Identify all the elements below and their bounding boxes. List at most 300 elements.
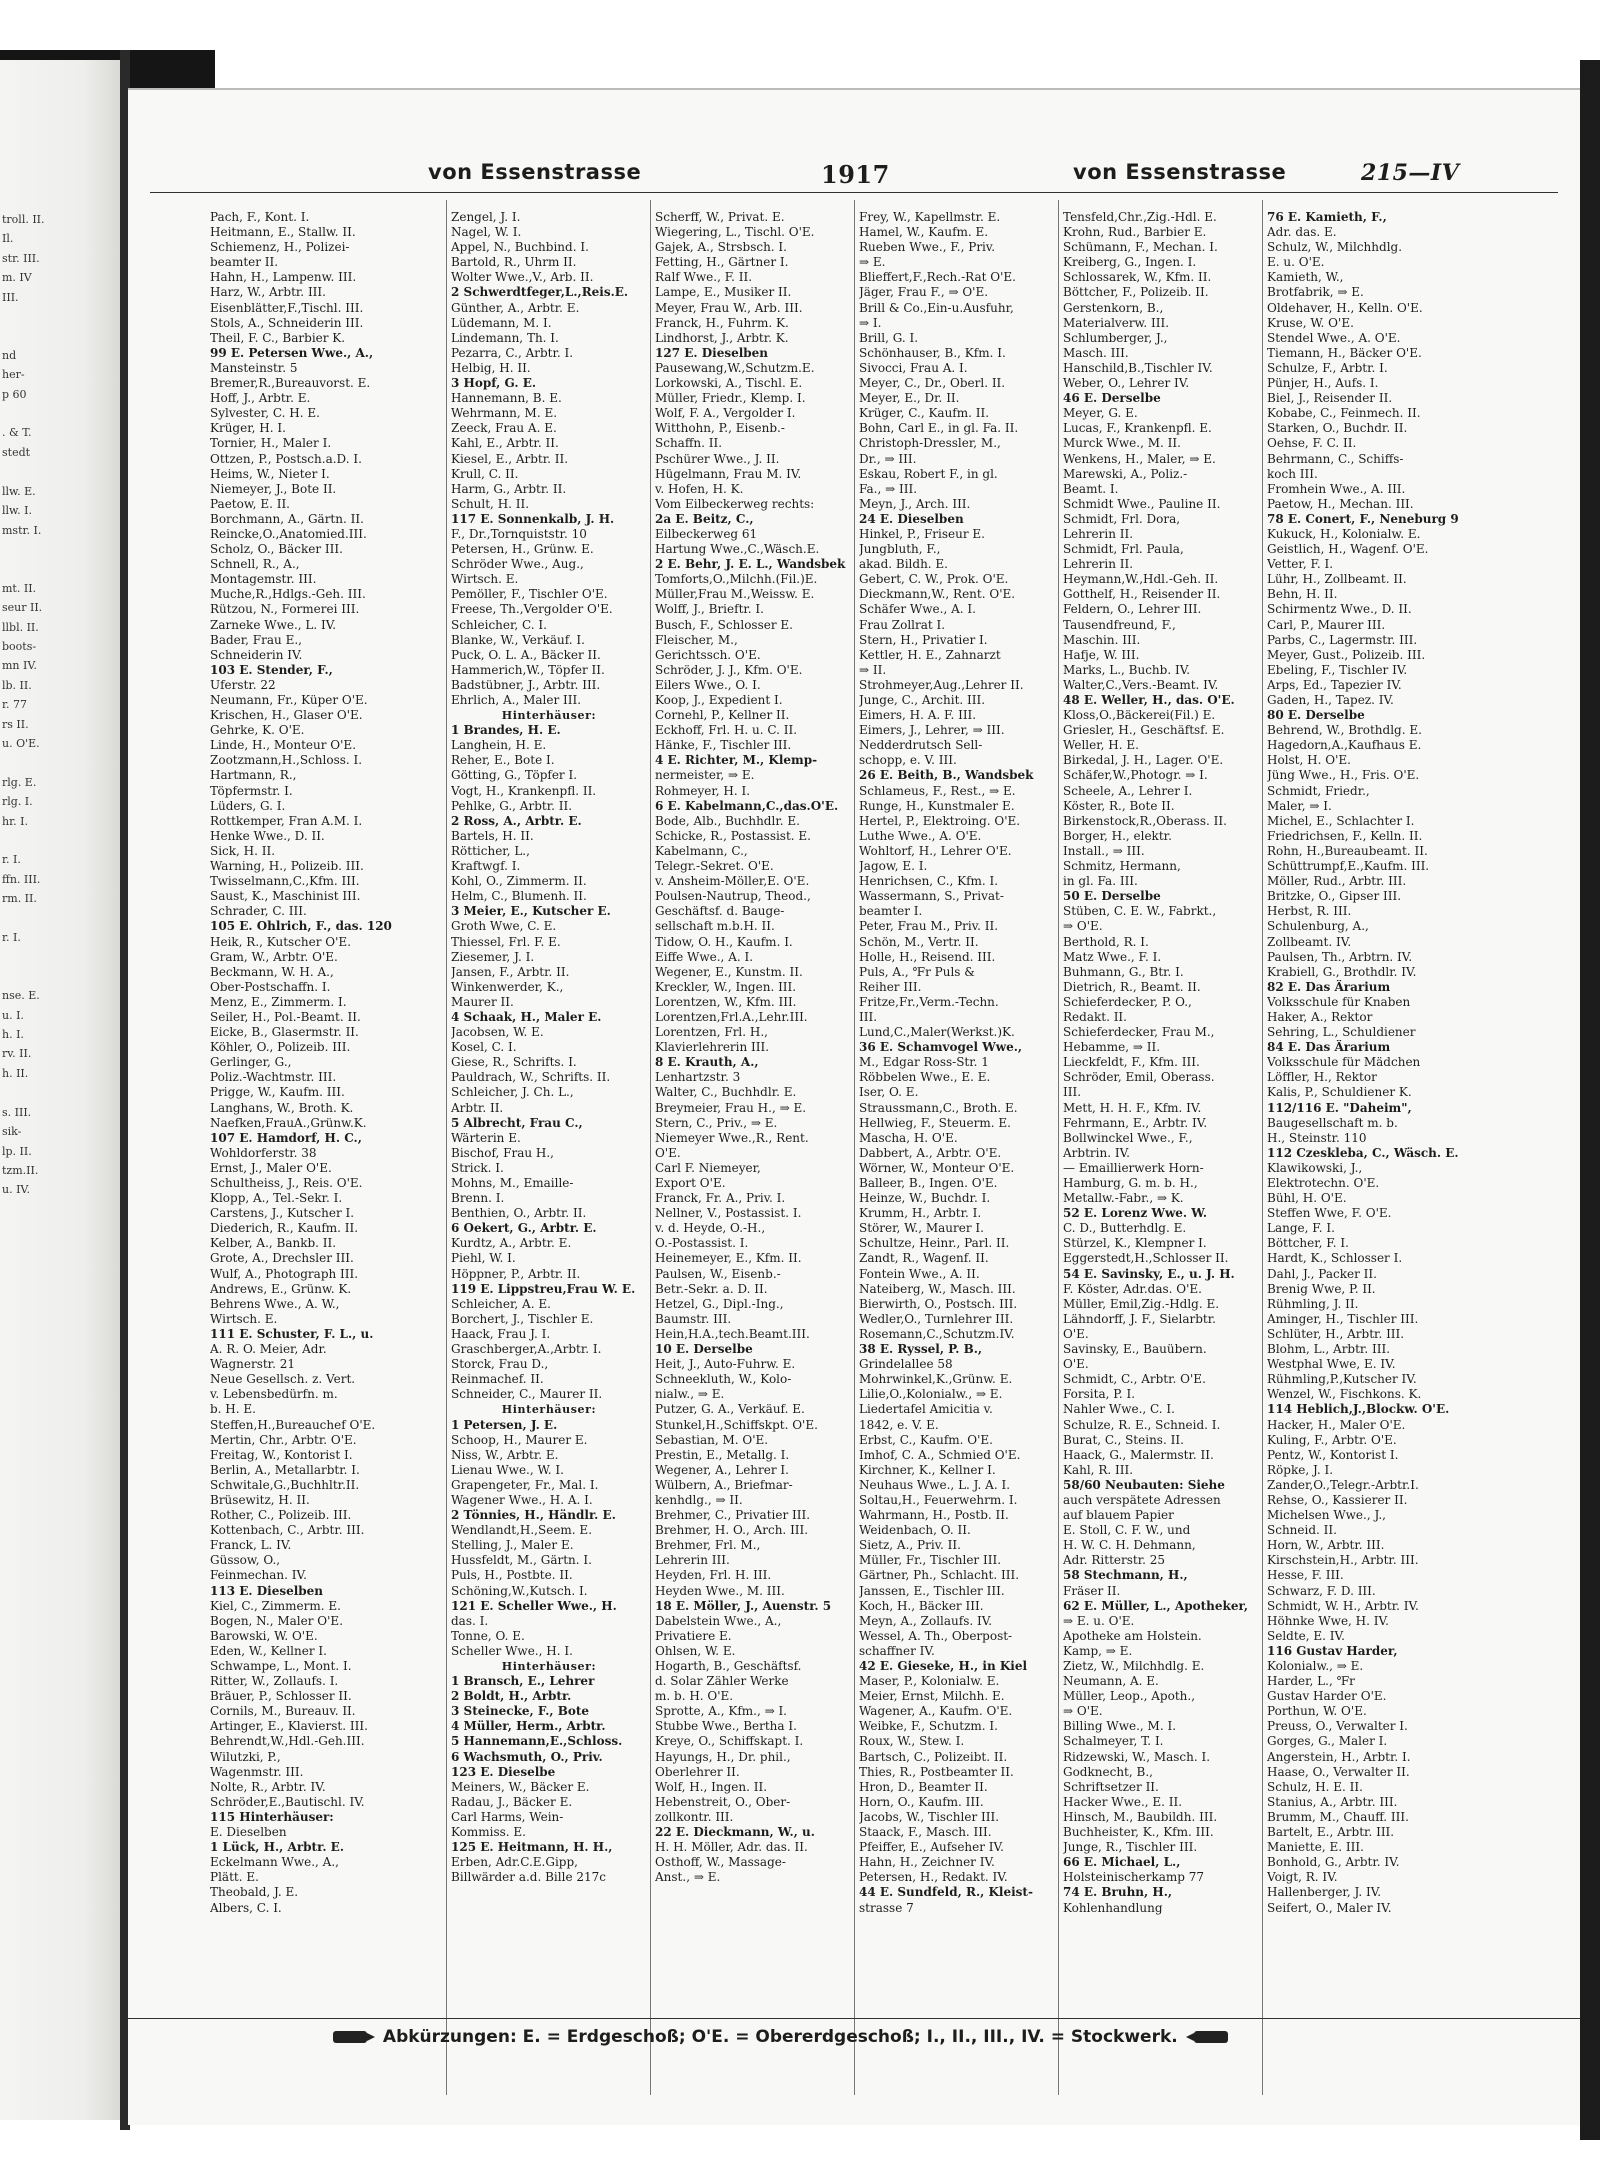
directory-entry: Freitag, W., Kontorist I. xyxy=(210,1447,353,1462)
directory-entry: 58/60 Neubauten: Siehe xyxy=(1063,1477,1225,1492)
directory-entry: Ehrlich, A., Maler III. xyxy=(451,693,582,707)
directory-entry: Burat, C., Steins. II. xyxy=(1063,1432,1184,1447)
directory-entry: Schultheiss, J., Reis. O'E. xyxy=(210,1176,363,1190)
directory-entry: Borchert, J., Tischler E. xyxy=(451,1311,594,1326)
directory-entry: Hannemann, B. E. xyxy=(451,391,562,406)
directory-entry: Schicke, R., Postassist. E. xyxy=(655,828,811,843)
directory-entry: Bogen, N., Maler O'E. xyxy=(210,1613,344,1628)
directory-entry: Fromhein Wwe., A. III. xyxy=(1267,481,1406,496)
directory-entry: Röbbelen Wwe., E. E. xyxy=(859,1070,991,1085)
directory-entry: Grindelallee 58 xyxy=(859,1357,953,1372)
directory-entry: Rühmling,P.,Kutscher IV. xyxy=(1267,1372,1417,1387)
directory-entry: Langhans, W., Broth. K. xyxy=(210,1100,354,1115)
directory-entry: Heik, R., Kutscher O'E. xyxy=(210,934,352,949)
directory-entry: Paetow, E. II. xyxy=(210,496,290,511)
directory-entry: 2 Tönnies, H., Händlr. E. xyxy=(451,1508,616,1523)
directory-entry: 107 E. Hamdorf, H. C., xyxy=(210,1130,362,1145)
directory-entry: Haack, G., Malermstr. II. xyxy=(1063,1447,1214,1462)
directory-entry: Wörner, W., Monteur O'E. xyxy=(859,1160,1015,1175)
directory-entry: Günther, A., Arbtr. E. xyxy=(451,300,580,315)
directory-entry: Meyer, C., Dr., Oberl. II. xyxy=(859,376,1006,391)
directory-entry: Schulenburg, A., xyxy=(1267,919,1369,934)
directory-entry: Hartmann, R., xyxy=(210,768,297,783)
directory-entry: 113 E. Dieselben xyxy=(210,1583,324,1598)
directory-entry: III. xyxy=(1063,1085,1082,1100)
directory-entry: Liedertafel Amicitia v. xyxy=(859,1402,993,1417)
directory-entry: Klavierlehrerin III. xyxy=(655,1040,770,1055)
directory-entry: Wagener, A., Kaufm. O'E. xyxy=(859,1704,1013,1719)
directory-entry: Schön, M., Vertr. II. xyxy=(859,934,979,949)
directory-entry: Köhler, O., Polizeib. III. xyxy=(210,1040,351,1055)
directory-entry: Artinger, E., Klavierst. III. xyxy=(210,1719,368,1734)
directory-entry: Wülbern, A., Briefmar- xyxy=(655,1477,793,1492)
directory-entry: 42 E. Gieseke, H., in Kiel xyxy=(859,1659,1028,1673)
directory-entry: Zollbeamt. IV. xyxy=(1267,934,1352,949)
directory-entry: Fleischer, M., xyxy=(655,632,738,647)
directory-entry: Schröder Wwe., Aug., xyxy=(451,557,584,572)
directory-entry: Brenn. I. xyxy=(451,1191,505,1206)
directory-entry: 10 E. Derselbe xyxy=(655,1342,753,1357)
directory-entry: Carstens, J., Kutscher I. xyxy=(210,1206,355,1221)
directory-entry: Andrews, E., Grünw. K. xyxy=(210,1281,352,1296)
directory-entry: Bollwinckel Wwe., F., xyxy=(1063,1130,1193,1145)
directory-entry: ⇒ E. xyxy=(859,255,886,270)
directory-entry: Forsita, P. I. xyxy=(1063,1387,1136,1402)
directory-entry: Schnell, R., A., xyxy=(210,557,300,572)
directory-entry: Grapengeter, Fr., Mal. I. xyxy=(451,1477,599,1492)
directory-entry: v. Ansheim-Möller,E. O'E. xyxy=(655,874,810,889)
directory-entry: Adr. das. E. xyxy=(1267,225,1337,240)
directory-entry: Apotheke am Holstein. xyxy=(1063,1628,1202,1643)
directory-entry: Wolf, F. A., Vergolder I. xyxy=(655,406,796,421)
directory-entry: Piehl, W. I. xyxy=(451,1251,516,1266)
directory-entry: Wedler,O., Turnlehrer III. xyxy=(859,1311,1014,1326)
directory-entry: Telegr.-Sekret. O'E. xyxy=(655,859,774,874)
directory-entry: auf blauem Papier xyxy=(1063,1508,1174,1523)
directory-entry: akad. Bildh. E. xyxy=(859,557,948,572)
directory-entry: Hahn, H., Lampenw. III. xyxy=(210,270,357,285)
directory-entry: Michelsen Wwe., J., xyxy=(1267,1508,1386,1523)
directory-entry: Pach, F., Kont. I. xyxy=(210,210,310,224)
directory-entry: Theil, F. C., Barbier K. xyxy=(210,330,346,345)
directory-entry: Kirschstein,H., Arbtr. III. xyxy=(1267,1553,1419,1568)
directory-entry: sellschaft m.b.H. II. xyxy=(655,919,775,934)
directory-entry: Kreckler, W., Ingen. III. xyxy=(655,979,797,994)
directory-entry: ⇒ O'E. xyxy=(1063,1704,1103,1719)
directory-entry: Vetter, F. I. xyxy=(1267,557,1334,572)
directory-entry: Wendlandt,H.,Seem. E. xyxy=(451,1523,593,1538)
directory-entry: Stern, H., Privatier I. xyxy=(859,632,988,647)
directory-entry: F. Köster, Adr.das. O'E. xyxy=(1063,1281,1202,1296)
directory-entry: Reher, E., Bote I. xyxy=(451,753,555,768)
directory-entry: Lüdemann, M. I. xyxy=(451,315,552,330)
directory-entry: Dieckmann,W., Rent. O'E. xyxy=(859,587,1016,602)
directory-entry: Giese, R., Schrifts. I. xyxy=(451,1055,577,1070)
directory-entry: Hinterhäuser: xyxy=(501,709,597,723)
directory-entry: Köster, R., Bote II. xyxy=(1063,798,1175,813)
directory-entry: Erben, Adr.C.E.Gipp, xyxy=(451,1855,578,1870)
directory-entry: Weller, H. E. xyxy=(1063,738,1139,753)
directory-entry: Rother, C., Polizeib. III. xyxy=(210,1508,352,1523)
directory-entry: Rehse, O., Kassierer II. xyxy=(1267,1492,1408,1507)
directory-column-4 xyxy=(859,210,1055,2000)
directory-entry: Zootzmann,H.,Schloss. I. xyxy=(210,753,363,768)
directory-entry: Kiel, C., Zimmerm. E. xyxy=(210,1598,341,1613)
directory-entry: 103 E. Stender, F., xyxy=(210,662,333,677)
directory-entry: Scheele, A., Lehrer I. xyxy=(1063,783,1193,798)
directory-entry: Krull, C. II. xyxy=(451,466,519,481)
directory-entry: Hacker Wwe., E. II. xyxy=(1063,1794,1183,1809)
directory-entry: Junge, R., Tischler III. xyxy=(1063,1840,1198,1855)
directory-entry: Putzer, G. A., Verkäuf. E. xyxy=(655,1402,805,1417)
directory-entry: 52 E. Lorenz Wwe. W. xyxy=(1063,1206,1208,1221)
directory-entry: Ritter, W., Zollaufs. I. xyxy=(210,1674,339,1689)
directory-entry: Vogt, H., Krankenpfl. II. xyxy=(451,783,597,798)
directory-entry: Cornehl, P., Kellner II. xyxy=(655,708,790,723)
directory-entry: H. H. Möller, Adr. das. II. xyxy=(655,1840,808,1855)
directory-entry: Stanius, A., Arbtr. III. xyxy=(1267,1794,1398,1809)
directory-entry: Kohlenhandlung xyxy=(1063,1900,1163,1915)
directory-entry: Hügelmann, Frau M. IV. xyxy=(655,466,802,481)
directory-entry: Paetow, H., Mechan. III. xyxy=(1267,496,1414,511)
directory-entry: Linde, H., Monteur O'E. xyxy=(210,738,357,753)
directory-entry: Griesler, H., Geschäftsf. E. xyxy=(1063,723,1225,738)
directory-entry: schopp, e. V. III. xyxy=(859,753,957,768)
directory-entry: Behrens Wwe., A. W., xyxy=(210,1296,340,1311)
directory-entry: Preuss, O., Verwalter I. xyxy=(1267,1719,1408,1734)
directory-entry: 2 Ross, A., Arbtr. E. xyxy=(451,813,582,828)
directory-entry: 36 E. Schamvogel Wwe., xyxy=(859,1040,1023,1055)
directory-entry: Kukuck, H., Kolonialw. E. xyxy=(1267,526,1421,541)
directory-entry: Wegener, A., Lehrer I. xyxy=(655,1462,789,1477)
directory-entry: Röpke, J. I. xyxy=(1267,1462,1334,1477)
directory-entry: Kommiss. E. xyxy=(451,1825,526,1840)
directory-entry: Stelling, J., Maler E. xyxy=(451,1538,574,1553)
directory-entry: E. u. O'E. xyxy=(1267,255,1325,270)
directory-entry: Hallenberger, J. IV. xyxy=(1267,1885,1382,1900)
directory-entry: Buchheister, K., Kfm. III. xyxy=(1063,1825,1214,1840)
directory-entry: 46 E. Derselbe xyxy=(1063,391,1161,406)
directory-columns xyxy=(128,210,1580,2080)
directory-entry: Eicke, B., Glasermstr. II. xyxy=(210,1025,359,1040)
directory-entry: Install., ⇒ III. xyxy=(1063,843,1145,858)
directory-entry: 1 Brandes, H. E. xyxy=(451,723,561,738)
directory-entry: Frau Zollrat I. xyxy=(859,617,946,632)
directory-entry: Pezarra, C., Arbtr. I. xyxy=(451,345,574,360)
directory-entry: Hussfeldt, M., Gärtn. I. xyxy=(451,1553,592,1568)
directory-entry: Hammerich,W., Töpfer II. xyxy=(451,662,605,677)
directory-entry: Winkenwerder, K., xyxy=(451,979,564,994)
directory-entry: Hagedorn,A.,Kaufhaus E. xyxy=(1267,738,1422,753)
directory-entry: 6 Oekert, G., Arbtr. E. xyxy=(451,1221,597,1236)
directory-entry: Britzke, O., Gipser III. xyxy=(1267,889,1402,904)
directory-entry: Schneider, C., Maurer II. xyxy=(451,1387,603,1402)
directory-entry: Carl F. Niemeyer, xyxy=(655,1160,761,1175)
directory-entry: Pünjer, H., Aufs. I. xyxy=(1267,376,1379,391)
directory-entry: Bühl, H. O'E. xyxy=(1267,1191,1347,1206)
header-street-right: von Essenstrasse xyxy=(1073,160,1287,184)
directory-entry: Sietz, A., Priv. II. xyxy=(859,1538,961,1553)
directory-entry: Friedrichsen, F., Kelln. II. xyxy=(1267,828,1423,843)
legend-text: Abkürzungen: E. = Erdgeschoß; O'E. = Obererdgeschoß; I., II., III., IV. = Stockwerk. xyxy=(382,2027,1178,2047)
directory-entry: b. H. E. xyxy=(210,1402,256,1417)
directory-entry: 99 E. Petersen Wwe., A., xyxy=(210,345,374,360)
directory-entry: Hein,H.A.,tech.Beamt.III. xyxy=(655,1326,810,1341)
directory-entry: Wahrmann, H., Postb. II. xyxy=(859,1508,1009,1523)
directory-entry: Hafje, W. III. xyxy=(1063,647,1140,662)
directory-entry: Kuling, F., Arbtr. O'E. xyxy=(1267,1432,1397,1447)
directory-entry: Schleicher, J. Ch. L., xyxy=(451,1085,574,1100)
directory-entry: Lühr, H., Zollbeamt. II. xyxy=(1267,572,1407,587)
directory-entry: Scholz, O., Bäcker III. xyxy=(210,542,343,557)
directory-entry: Gehrke, K. O'E. xyxy=(210,723,305,738)
directory-entry: Eiffe Wwe., A. I. xyxy=(655,949,754,964)
directory-entry: 50 E. Derselbe xyxy=(1063,889,1161,904)
directory-entry: Kruse, W. O'E. xyxy=(1267,315,1354,330)
directory-entry: Stunkel,H.,Schiffskpt. O'E. xyxy=(655,1417,818,1432)
directory-entry: Güssow, O., xyxy=(210,1553,281,1568)
directory-entry: O'E. xyxy=(1063,1357,1089,1372)
directory-entry: 2 E. Behr, J. E. L., Wandsbek xyxy=(655,557,846,572)
scan-shadow-right xyxy=(1580,60,1600,2140)
directory-entry: Schleicher, C. I. xyxy=(451,617,547,632)
directory-entry: Hebamme, ⇒ II. xyxy=(1063,1040,1161,1055)
directory-entry: Arps, Ed., Tapezier IV. xyxy=(1267,677,1402,692)
directory-entry: Gerichtssch. O'E. xyxy=(655,647,761,662)
directory-entry: Eimers, H. A. F. III. xyxy=(859,708,977,723)
directory-entry: Seldte, E. IV. xyxy=(1267,1628,1345,1643)
directory-entry: kenhdlg., ⇒ II. xyxy=(655,1492,743,1507)
directory-entry: Steffen,H.,Bureauchef O'E. xyxy=(210,1417,376,1432)
pointing-hand-icon xyxy=(1194,2031,1228,2043)
directory-entry: Jansen, F., Arbtr. II. xyxy=(451,964,570,979)
directory-entry: Runge, H., Kunstmaler E. xyxy=(859,798,1015,813)
directory-entry: Langhein, H. E. xyxy=(451,738,547,753)
directory-entry: Redakt. II. xyxy=(1063,1009,1127,1024)
directory-entry: Gaden, H., Tapez. IV. xyxy=(1267,693,1394,707)
directory-entry: Schröder, Emil, Oberass. xyxy=(1063,1070,1215,1085)
directory-entry: Eskau, Robert F., in gl. xyxy=(859,466,998,481)
directory-entry: Reiher III. xyxy=(859,979,922,994)
directory-entry: Schriftsetzer II. xyxy=(1063,1779,1159,1794)
directory-entry: Neumann, A. E. xyxy=(1063,1674,1159,1689)
directory-entry: Müller, Leop., Apoth., xyxy=(1063,1689,1196,1704)
directory-entry: Eisenblätter,F.,Tischl. III. xyxy=(210,300,364,315)
directory-entry: Kahl, R. III. xyxy=(1063,1462,1134,1477)
directory-entry: Jacobsen, W. E. xyxy=(451,1025,544,1040)
directory-entry: Pschürer Wwe., J. II. xyxy=(655,451,780,466)
directory-entry: Brehmer, H. O., Arch. III. xyxy=(655,1523,809,1538)
directory-entry: 62 E. Müller, L., Apotheker, xyxy=(1063,1598,1249,1613)
directory-entry: Koch, H., Bäcker III. xyxy=(859,1598,984,1613)
directory-entry: Meyer, Frau W., Arb. III. xyxy=(655,300,803,315)
directory-entry: Zander,O.,Telegr.-Arbtr.I. xyxy=(1267,1477,1419,1492)
directory-column-2 xyxy=(451,210,647,2000)
directory-entry: Tonne, O. E. xyxy=(451,1628,525,1643)
directory-entry: v. d. Heyde, O.-H., xyxy=(655,1221,766,1236)
directory-entry: Störer, W., Maurer I. xyxy=(859,1221,984,1236)
directory-entry: Jagow, E. I. xyxy=(859,859,928,874)
directory-entry: Meier, Ernst, Milchh. E. xyxy=(859,1689,1005,1704)
directory-entry: Höppner, P., Arbtr. II. xyxy=(451,1266,581,1281)
directory-entry: Tornier, H., Maler I. xyxy=(210,436,332,451)
directory-entry: Theobald, J. E. xyxy=(210,1885,299,1900)
directory-entry: Schneid. II. xyxy=(1267,1523,1337,1538)
directory-entry: Schröder, J. J., Kfm. O'E. xyxy=(655,662,803,677)
header-rule xyxy=(150,192,1558,193)
directory-entry: Naefken,FrauA.,Grünw.K. xyxy=(210,1115,367,1130)
directory-entry: Metallw.-Fabr., ⇒ K. xyxy=(1063,1191,1184,1206)
directory-entry: Wirtsch. E. xyxy=(210,1311,278,1326)
directory-entry: 114 Heblich,J.,Blockw. O'E. xyxy=(1267,1402,1450,1417)
directory-entry: Thiessel, Frl. F. E. xyxy=(451,934,561,949)
directory-page xyxy=(128,88,1580,2125)
directory-entry: Appel, N., Buchbind. I. xyxy=(451,240,589,255)
directory-entry: nermeister, ⇒ E. xyxy=(655,768,755,783)
directory-column-3 xyxy=(655,210,851,2000)
directory-entry: Eilbeckerweg 61 xyxy=(655,526,758,541)
directory-entry: Wenzel, W., Fischkons. K. xyxy=(1267,1387,1422,1402)
directory-entry: Straussmann,C., Broth. E. xyxy=(859,1100,1018,1115)
directory-entry: Holsteinischerkamp 77 xyxy=(1063,1870,1205,1885)
directory-entry: Nellner, V., Postassist. I. xyxy=(655,1206,802,1221)
directory-entry: Baumstr. III. xyxy=(655,1311,732,1326)
directory-entry: Schneiderin IV. xyxy=(210,647,303,662)
directory-entry: Neue Gesellsch. z. Vert. xyxy=(210,1372,356,1387)
directory-entry: Tiemann, H., Bäcker O'E. xyxy=(1267,345,1422,360)
directory-entry: Wilutzki, P., xyxy=(210,1749,281,1764)
directory-entry: Beckmann, W. H. A., xyxy=(210,964,334,979)
directory-entry: Poliz.-Wachtmstr. III. xyxy=(210,1070,337,1085)
directory-entry: Pehlke, G., Arbtr. II. xyxy=(451,798,573,813)
directory-entry: das. I. xyxy=(451,1613,489,1628)
directory-entry: Hoff, J., Arbtr. E. xyxy=(210,391,311,406)
directory-entry: Lindemann, Th. I. xyxy=(451,330,559,345)
directory-entry: Dietrich, R., Beamt. II. xyxy=(1063,979,1201,994)
directory-entry: Scherff, W., Privat. E. xyxy=(655,210,785,224)
directory-entry: Berthold, R. I. xyxy=(1063,934,1149,949)
directory-entry: Volksschule für Knaben xyxy=(1267,994,1411,1009)
directory-entry: Billwärder a.d. Bille 217c xyxy=(451,1870,606,1885)
directory-entry: Menz, E., Zimmerm. I. xyxy=(210,994,347,1009)
directory-entry: Seiler, H., Pol.-Beamt. II. xyxy=(210,1009,361,1024)
directory-entry: Kreye, O., Schiffskapt. I. xyxy=(655,1734,804,1749)
directory-entry: Lange, F. I. xyxy=(1267,1221,1335,1236)
directory-column-1 xyxy=(210,210,406,2000)
directory-entry: Kettler, H. E., Zahnarzt xyxy=(859,647,1001,662)
directory-entry: Eimers, J., Lehrer, ⇒ III. xyxy=(859,723,1005,738)
directory-entry: Fa., ⇒ III. xyxy=(859,481,918,496)
directory-entry: Schieferdecker, P. O., xyxy=(1063,994,1192,1009)
directory-entry: Lüders, G. I. xyxy=(210,798,286,813)
directory-entry: Sick, H. II. xyxy=(210,843,276,858)
directory-entry: 6 Wachsmuth, O., Priv. xyxy=(451,1749,603,1764)
directory-entry: Schirmentz Wwe., D. II. xyxy=(1267,602,1412,617)
directory-entry: Meyer, G. E. xyxy=(1063,406,1138,421)
directory-entry: Sebastian, M. O'E. xyxy=(655,1432,769,1447)
directory-entry: Blanke, W., Verkäuf. I. xyxy=(451,632,585,647)
directory-entry: Jäger, Frau F., ⇒ O'E. xyxy=(859,285,989,300)
directory-entry: Schönhauser, B., Kfm. I. xyxy=(859,345,1006,360)
directory-entry: Lampe, E., Musiker II. xyxy=(655,285,792,300)
directory-entry: Tidow, O. H., Kaufm. I. xyxy=(655,934,793,949)
directory-entry: Töpfermstr. I. xyxy=(210,783,293,798)
directory-entry: O'E. xyxy=(655,1145,681,1160)
directory-entry: Steffen Wwe, F. O'E. xyxy=(1267,1206,1392,1221)
directory-entry: Hartung Wwe.,C.,Wäsch.E. xyxy=(655,542,820,557)
directory-entry: Heinemeyer, E., Kfm. II. xyxy=(655,1251,802,1266)
directory-entry: Schmidt, Frl. Paula, xyxy=(1063,542,1184,557)
page-number: 215—IV xyxy=(1361,160,1460,186)
directory-entry: Lorentzen, W., Kfm. III. xyxy=(655,994,797,1009)
directory-entry: Hesse, F. III. xyxy=(1267,1568,1344,1583)
directory-entry: Geistlich, H., Wagenf. O'E. xyxy=(1267,542,1429,557)
directory-entry: Breymeier, Frau H., ⇒ E. xyxy=(655,1100,807,1115)
directory-entry: Schlameus, F., Rest., ⇒ E. xyxy=(859,783,1016,798)
directory-entry: Heyden, Frl. H. III. xyxy=(655,1568,772,1583)
directory-entry: Groth Wwe, C. E. xyxy=(451,919,557,934)
directory-entry: Ziesemer, J. I. xyxy=(451,949,535,964)
directory-entry: 3 Meier, E., Kutscher E. xyxy=(451,904,611,919)
header-year: 1917 xyxy=(821,160,890,189)
directory-entry: 123 E. Dieselbe xyxy=(451,1764,556,1779)
directory-entry: Wohldorferstr. 38 xyxy=(210,1145,317,1160)
directory-entry: Oldehaver, H., Kelln. O'E. xyxy=(1267,300,1423,315)
directory-entry: 111 E. Schuster, F. L., u. xyxy=(210,1326,374,1341)
directory-entry: Benthien, O., Arbtr. II. xyxy=(451,1206,587,1221)
directory-entry: Lienau Wwe., W. I. xyxy=(451,1462,564,1477)
directory-entry: Kiesel, E., Arbtr. II. xyxy=(451,451,569,466)
directory-entry: Feldern, O., Lehrer III. xyxy=(1063,602,1202,617)
directory-entry: Schulze, F., Arbtr. I. xyxy=(1267,360,1388,375)
directory-entry: Krischen, H., Glaser O'E. xyxy=(210,708,363,723)
directory-entry: Schlossarek, W., Kfm. II. xyxy=(1063,270,1212,285)
directory-entry: Kelber, A., Bankb. II. xyxy=(210,1236,337,1251)
directory-entry: Brill & Co.,Ein-u.Ausfuhr, xyxy=(859,300,1014,315)
directory-entry: Weber, O., Lehrer IV. xyxy=(1063,376,1190,391)
directory-entry: Bader, Frau E., xyxy=(210,632,302,647)
directory-entry: Brehmer, C., Privatier III. xyxy=(655,1508,811,1523)
directory-entry: 4 Müller, Herm., Arbtr. xyxy=(451,1719,606,1734)
directory-entry: Gram, W., Arbtr. O'E. xyxy=(210,949,338,964)
directory-entry: Fehrmann, E., Arbtr. IV. xyxy=(1063,1115,1208,1130)
directory-entry: Hebenstreit, O., Ober- xyxy=(655,1794,791,1809)
directory-entry: nialw., ⇒ E. xyxy=(655,1387,725,1402)
directory-entry: in gl. Fa. III. xyxy=(1063,874,1138,889)
directory-entry: Gajek, A., Strsbsch. I. xyxy=(655,240,787,255)
directory-entry: 125 E. Heitmann, H. H., xyxy=(451,1840,613,1855)
directory-entry: d. Solar Zähler Werke xyxy=(655,1674,789,1689)
directory-entry: Scheller Wwe., H. I. xyxy=(451,1643,573,1658)
directory-entry: 26 E. Beith, B., Wandsbek xyxy=(859,768,1034,783)
directory-entry: Pauldrach, W., Schrifts. II. xyxy=(451,1070,611,1085)
directory-entry: 4 Schaak, H., Maler E. xyxy=(451,1009,602,1024)
directory-entry: Bartelt, E., Arbtr. III. xyxy=(1267,1825,1395,1840)
directory-entry: Nahler Wwe., C. I. xyxy=(1063,1402,1175,1417)
directory-entry: E. Dieselben xyxy=(210,1825,287,1840)
directory-entry: Herbst, R. III. xyxy=(1267,904,1352,919)
directory-entry: strasse 7 xyxy=(859,1900,914,1915)
directory-entry: Witthohn, P., Eisenb.- xyxy=(655,421,785,436)
directory-entry: Wohltorf, H., Lehrer O'E. xyxy=(859,843,1012,858)
directory-entry: Brehmer, Frl. M., xyxy=(655,1538,761,1553)
directory-entry: 3 Steinecke, F., Bote xyxy=(451,1704,590,1719)
directory-entry: Wehrmann, M. E. xyxy=(451,406,558,421)
directory-entry: Maser, P., Kolonialw. E. xyxy=(859,1674,1000,1689)
directory-entry: Haker, A., Rektor xyxy=(1267,1009,1373,1024)
directory-entry: Luthe Wwe., A. O'E. xyxy=(859,828,982,843)
directory-entry: Kahl, E., Arbtr. II. xyxy=(451,436,559,451)
